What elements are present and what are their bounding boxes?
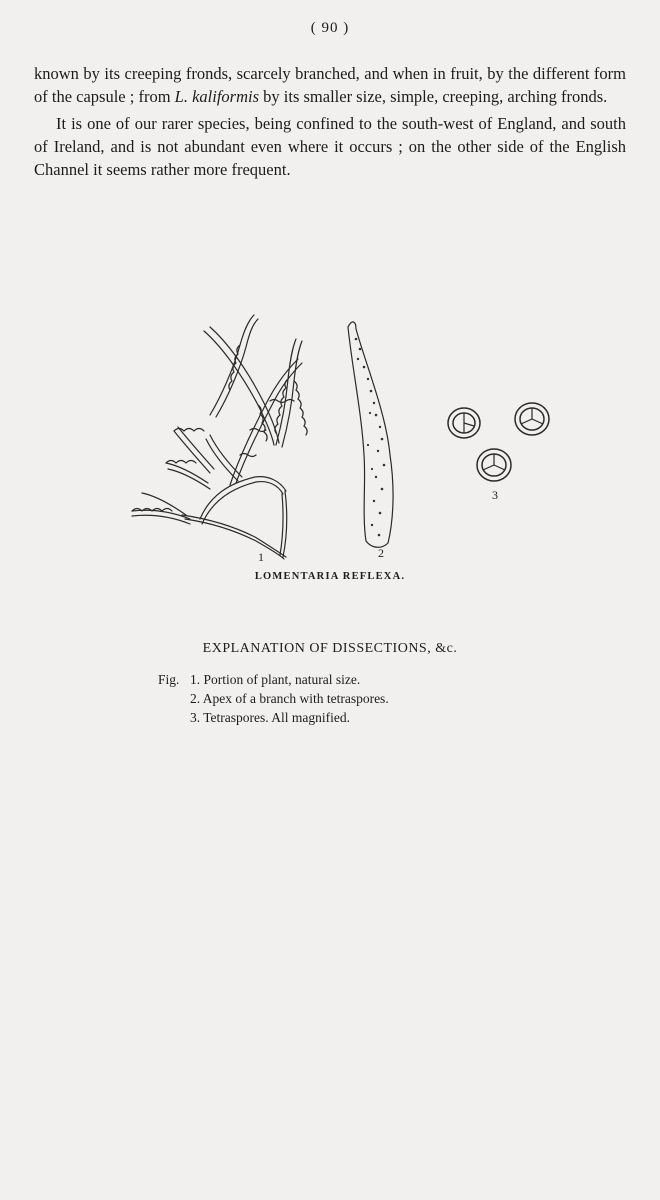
botanical-illustration [90, 305, 570, 565]
paragraph-1 [34, 62, 626, 108]
figure-1-plant-portion [132, 315, 307, 559]
species-name-italic: L. kaliformis [174, 87, 260, 106]
explanation-list [158, 670, 389, 727]
figure-label-3: 3 [492, 488, 498, 502]
plant-drawing [90, 305, 570, 565]
figure-label-2: 2 [378, 546, 384, 560]
figure-3-tetraspores [448, 403, 549, 481]
list-item [158, 670, 389, 689]
explanation-heading: EXPLANATION OF DISSECTIONS, &c. [202, 641, 458, 656]
figure-caption: LOMENTARIA REFLEXA. [254, 571, 406, 582]
list-item [158, 689, 389, 708]
fig-prefix: Fig. [158, 672, 180, 687]
paragraph-2: It is one of our rarer species, being confined to the south-west of England, and south of Ireland, and is not abundant even where it occurs ; on the other side of the English Channel it seems rather more frequent. [34, 114, 626, 179]
body-text [34, 62, 626, 181]
figure-label-1: 1 [258, 550, 264, 564]
list-item-text: 3. Tetraspores. All magnified. [190, 710, 351, 725]
list-item [158, 708, 389, 727]
list-item-text: 2. Apex of a branch with tetraspores. [190, 691, 389, 706]
page-number: ( 90 ) [310, 20, 350, 36]
figure-2-branch-apex [348, 322, 393, 547]
list-item-text: 1. Portion of plant, natural size. [190, 672, 361, 687]
paragraph-1-text-a: known by its creeping fronds, scarcely branched, and when in fruit, by the different form of the capsule ; from [34, 64, 626, 106]
paragraph-1-text-b: by its smaller size, simple, creeping, arching fronds. [259, 87, 608, 106]
